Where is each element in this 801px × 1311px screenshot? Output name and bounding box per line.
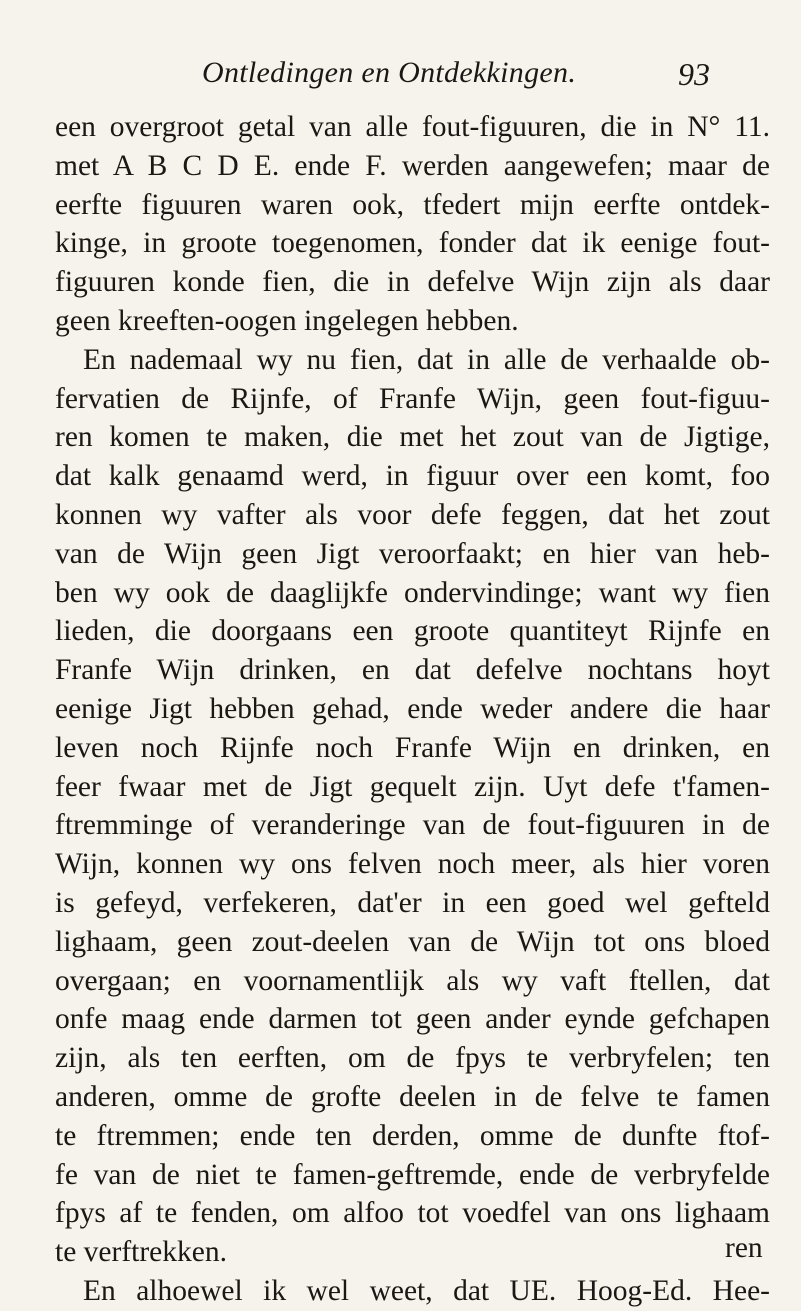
text-line: geen kreeften-oogen ingelegen hebben. [55, 304, 519, 337]
text-line: met A B C D E. ende F. werden aangewefen; maar de [55, 149, 770, 182]
body-text [55, 108, 770, 1311]
text-line: En alhoewel ik wel weet, dat UE. Hoog-Ed. Hee- [83, 1274, 770, 1307]
text-line: Wijn, konnen wy ons felven noch meer, als hier voren [55, 848, 770, 881]
text-line: ftremminge of veranderinge van de fout-figuuren in de [55, 809, 770, 842]
text-line: te ftremmen; ende ten derden, omme de dunfte ftof- [55, 1119, 770, 1152]
text-line: fe van de niet te famen-geftremde, ende de verbryfelde [55, 1158, 770, 1191]
page-number: 93 [678, 56, 710, 92]
text-line: zijn, als ten eerften, om de fpys te verbryfelen; ten [55, 1042, 770, 1075]
page-header [0, 56, 801, 100]
text-line: eenige Jigt hebben gehad, ende weder andere die haar [55, 692, 770, 725]
text-line: ben wy ook de daaglijkfe ondervindinge; want wy fien [55, 576, 770, 609]
running-title: Ontledingen en Ontdekkingen. [202, 56, 577, 89]
text-line: kinge, in groote toegenomen, fonder dat ik eenige fout- [55, 227, 770, 260]
text-line: lighaam, geen zout-deelen van de Wijn tot ons bloed [55, 925, 770, 958]
text-line: konnen wy vafter als voor defe feggen, dat het zout [55, 498, 770, 531]
text-line: feer fwaar met de Jigt gequelt zijn. Uyt defe t'famen- [55, 770, 770, 803]
text-line: Franfe Wijn drinken, en dat defelve nochtans hoyt [55, 654, 770, 687]
catchword: ren [725, 1232, 763, 1264]
text-line: onfe maag ende darmen tot geen ander eynde gefchapen [55, 1003, 770, 1036]
text-line: van de Wijn geen Jigt veroorfaakt; en hier van heb- [55, 537, 770, 570]
text-line: eerfte figuuren waren ook, tfedert mijn eerfte ontdek- [55, 188, 770, 221]
text-line: lieden, die doorgaans een groote quantiteyt Rijnfe en [55, 615, 770, 648]
text-line: overgaan; en voornamentlijk als wy vaft ftellen, dat [55, 964, 770, 997]
text-line: is gefeyd, verfekeren, dat'er in een goed wel gefteld [55, 886, 770, 919]
text-line: een overgroot getal van alle fout-figuuren, die in N° 11. [55, 111, 770, 143]
text-line: dat kalk genaamd werd, in figuur over een komt, foo [55, 460, 770, 493]
text-line: te verftrekken. [55, 1236, 227, 1269]
text-line: fervatien de Rijnfe, of Franfe Wijn, geen fout-figuu- [55, 382, 770, 415]
text-line: figuuren konde fien, die in defelve Wijn zijn als daar [55, 266, 770, 299]
text-line: leven noch Rijnfe noch Franfe Wijn en drinken, en [55, 731, 770, 764]
text-line: anderen, omme de grofte deelen in de felve te famen [55, 1080, 770, 1113]
text-line: fpys af te fenden, om alfoo tot voedfel van ons lighaam [55, 1197, 770, 1230]
text-line: En nademaal wy nu fien, dat in alle de verhaalde ob- [83, 343, 770, 376]
text-line: ren komen te maken, die met het zout van de Jigtige, [55, 421, 770, 454]
